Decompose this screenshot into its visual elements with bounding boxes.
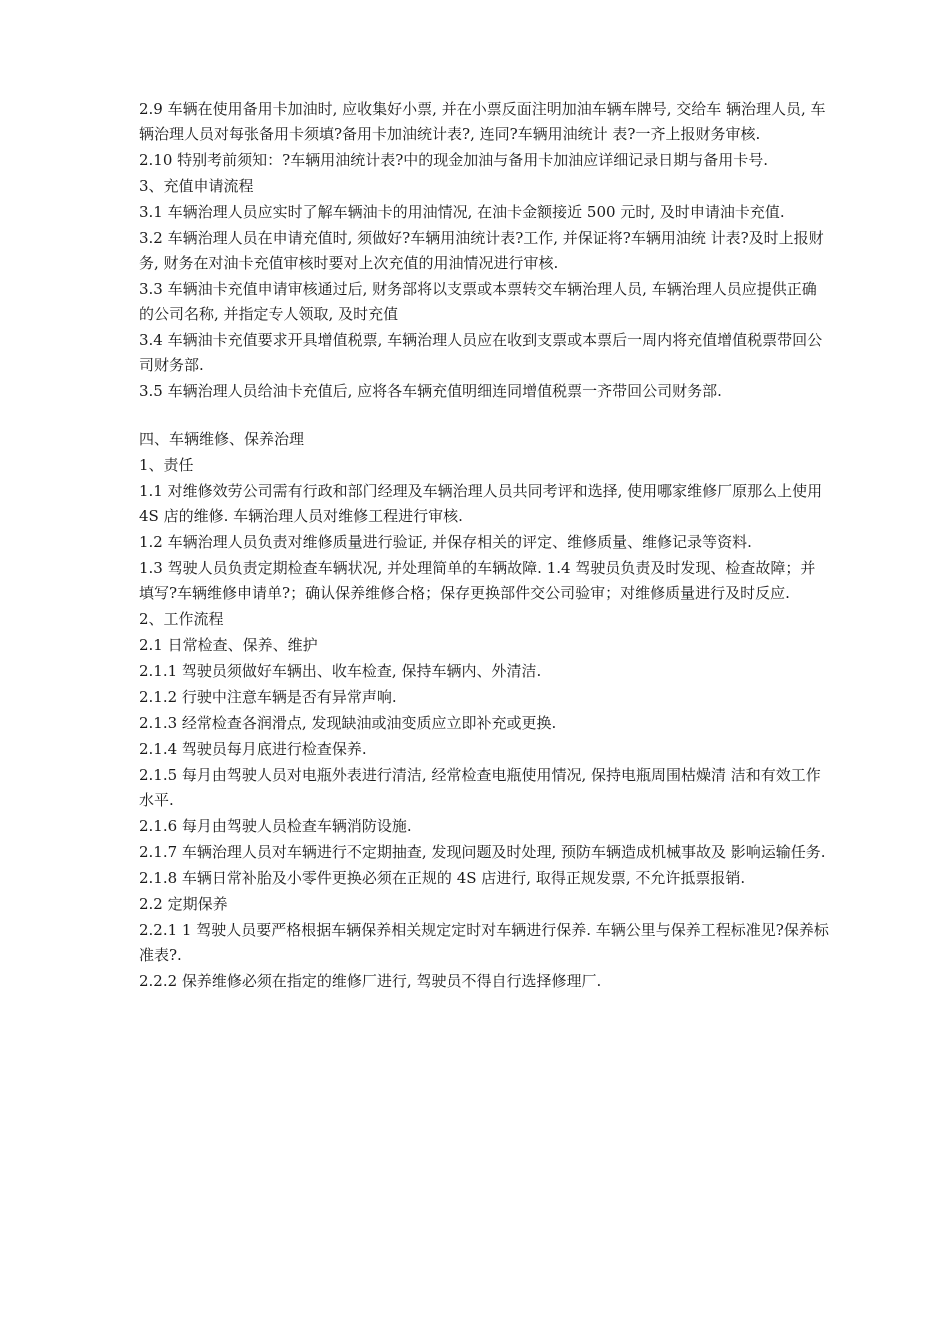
chapter-heading-maintenance: 四、车辆维修、保养治理 (139, 430, 305, 448)
paragraph-3-1: 3.1 车辆治理人员应实时了解车辆油卡的用油情况, 在油卡金额接近 500 元时, 及时申请油卡充值. (139, 203, 785, 221)
subheading-2-2: 2.2 定期保养 (139, 895, 228, 913)
subheading-2-1: 2.1 日常检查、保养、维护 (139, 636, 318, 654)
paragraph-2-1-4: 2.1.4 驾驶员每月底进行检查保养. (139, 740, 367, 758)
paragraph-2-10: 2.10 特别考前须知：?车辆用油统计表?中的现金加油与备用卡加油应详细记录日期与备用卡号. (139, 151, 769, 169)
paragraph-2-1-6: 2.1.6 每月由驾驶人员检查车辆消防设施. (139, 817, 412, 835)
paragraph-3-3: 3.3 车辆油卡充值申请审核通过后, 财务部将以支票或本票转交车辆治理人员, 车辆治理人员应提供正确的公司名称, 并指定专人领取, 及时充值 (139, 280, 817, 323)
paragraph-1-1: 1.1 对维修效劳公司需有行政和部门经理及车辆治理人员共同考评和选择, 使用哪家维修厂原那么上使用 4S 店的维修. 车辆治理人员对维修工程进行审核. (139, 482, 823, 525)
paragraph-2-1-5: 2.1.5 每月由驾驶人员对电瓶外表进行清洁, 经常检查电瓶使用情况, 保持电瓶周围枯燥清 洁和有效工作水平. (139, 766, 821, 809)
paragraph-spacer (139, 405, 829, 427)
paragraph-2-1-2: 2.1.2 行驶中注意车辆是否有异常声响. (139, 688, 397, 706)
paragraph-3-2: 3.2 车辆治理人员在申请充值时, 须做好?车辆用油统计表?工作, 并保证将?车辆用油统 计表?及时上报财务, 财务在对油卡充值审核时要对上次充值的用油情况进行审核. (139, 229, 824, 272)
section-heading-responsibility: 1、责任 (139, 456, 194, 474)
paragraph-2-9: 2.9 车辆在使用备用卡加油时, 应收集好小票, 并在小票反面注明加油车辆车牌号, 交给车 辆治理人员, 车辆治理人员对每张备用卡须填?备用卡加油统计表?, 连同?车辆用油统计 表?一齐上报财务审核. (139, 100, 826, 143)
section-heading-workflow: 2、工作流程 (139, 610, 224, 628)
paragraph-2-2-1: 2.2.1 1 驾驶人员要严格根据车辆保养相关规定定时对车辆进行保养. 车辆公里与保养工程标准见?保养标准表?. (139, 921, 829, 964)
paragraph-2-1-7: 2.1.7 车辆治理人员对车辆进行不定期抽查, 发现问题及时处理, 预防车辆造成机械事故及 影响运输任务. (139, 843, 826, 861)
paragraph-1-2: 1.2 车辆治理人员负责对维修质量进行验证, 并保存相关的评定、维修质量、维修记录等资料. (139, 533, 752, 551)
document-body (139, 97, 829, 995)
paragraph-2-1-3: 2.1.3 经常检查各润滑点, 发现缺油或油变质应立即补充或更换. (139, 714, 557, 732)
paragraph-3-4: 3.4 车辆油卡充值要求开具增值税票, 车辆治理人员应在收到支票或本票后一周内将充值增值税票带回公司财务部. (139, 331, 823, 374)
section-heading-recharge: 3、充值申请流程 (139, 177, 254, 195)
paragraph-1-3: 1.3 驾驶人员负责定期检查车辆状况, 并处理简单的车辆故障. 1.4 驾驶员负责及时发现、检查故障；并填写?车辆维修申请单?；确认保养维修合格；保存更换部件交公司验审；对维修质量进行及时反应. (139, 559, 816, 602)
paragraph-2-1-1: 2.1.1 驾驶员须做好车辆出、收车检查, 保持车辆内、外清洁. (139, 662, 542, 680)
paragraph-2-2-2: 2.2.2 保养维修必须在指定的维修厂进行, 驾驶员不得自行选择修理厂. (139, 972, 602, 990)
paragraph-2-1-8: 2.1.8 车辆日常补胎及小零件更换必须在正规的 4S 店进行, 取得正规发票, 不允许抵票报销. (139, 869, 746, 887)
paragraph-3-5: 3.5 车辆治理人员给油卡充值后, 应将各车辆充值明细连同增值税票一齐带回公司财务部. (139, 382, 722, 400)
